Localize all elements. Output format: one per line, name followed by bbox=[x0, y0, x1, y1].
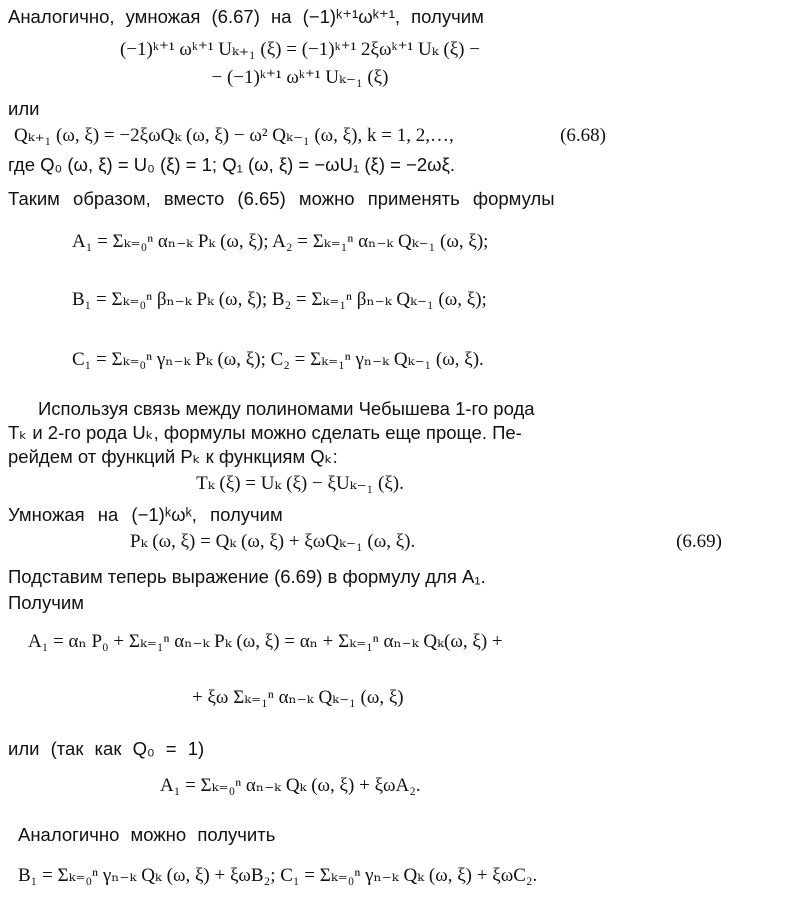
equation-line-10: C₁ = Σₖ₌₀ⁿ γₙ₋ₖ Pₖ (ω, ξ); C₂ = Σₖ₌₁ⁿ γₙ₋ₖ Qₖ₋₁ (ω, ξ). bbox=[72, 349, 484, 370]
equation-line-3: − (−1)ᵏ⁺¹ ωᵏ⁺¹ Uₖ₋₁ (ξ) bbox=[211, 67, 389, 88]
equation-line-24: B₁ = Σₖ₌₀ⁿ γₙ₋ₖ Qₖ (ω, ξ) + ξωB₂; C₁ = Σₖ₌₀ⁿ γₙ₋ₖ Qₖ (ω, ξ) + ξωC₂. bbox=[18, 865, 538, 886]
text-line-13: рейдем от функций Pₖ к функциям Qₖ: bbox=[8, 446, 338, 467]
text-line-1: Аналогично, умножая (6.67) на (−1)ᵏ⁺¹ωᵏ⁺¹, получим bbox=[8, 6, 484, 27]
equation-line-5: Qₖ₊₁ (ω, ξ) = −2ξωQₖ (ω, ξ) − ω² Qₖ₋₁ (ω, ξ), k = 1, 2,…, (6.68) bbox=[14, 125, 606, 146]
equation-line-19: A₁ = αₙ P₀ + Σₖ₌₁ⁿ αₙ₋ₖ Pₖ (ω, ξ) = αₙ + Σₖ₌₁ⁿ αₙ₋ₖ Qₖ(ω, ξ) + bbox=[28, 631, 503, 652]
text-line-6: где Q₀ (ω, ξ) = U₀ (ξ) = 1; Q₁ (ω, ξ) = −ωU₁ (ξ) = −2ωξ. bbox=[8, 154, 456, 175]
equation-number-6-69: (6.69) bbox=[676, 531, 722, 552]
equation-line-9: B₁ = Σₖ₌₀ⁿ βₙ₋ₖ Pₖ (ω, ξ); B₂ = Σₖ₌₁ⁿ βₙ₋ₖ Qₖ₋₁ (ω, ξ); bbox=[72, 289, 487, 310]
equation-line-14: Tₖ (ξ) = Uₖ (ξ) − ξUₖ₋₁ (ξ). bbox=[196, 473, 404, 494]
text-line-4: или bbox=[8, 98, 40, 119]
equation-line-8: A₁ = Σₖ₌₀ⁿ αₙ₋ₖ Pₖ (ω, ξ); A₂ = Σₖ₌₁ⁿ αₙ₋ₖ Qₖ₋₁ (ω, ξ); bbox=[72, 231, 489, 252]
text-line-12: Tₖ и 2-го рода Uₖ, формулы можно сделать еще проще. Пе- bbox=[8, 422, 522, 443]
equation-line-16: Pₖ (ω, ξ) = Qₖ (ω, ξ) + ξωQₖ₋₁ (ω, ξ). (6.69) bbox=[130, 531, 722, 552]
equation-number-6-68: (6.68) bbox=[560, 125, 606, 146]
text-line-7: Таким образом, вместо (6.65) можно применять формулы bbox=[8, 188, 555, 209]
text-line-21: или (так как Q₀ = 1) bbox=[8, 738, 205, 759]
equation-line-20: + ξω Σₖ₌₁ⁿ αₙ₋ₖ Qₖ₋₁ (ω, ξ) bbox=[192, 687, 404, 708]
text-line-17: Подставим теперь выражение (6.69) в формулу для A₁. bbox=[8, 566, 486, 587]
text-line-23: Аналогично можно получить bbox=[18, 824, 276, 845]
text-line-15: Умножая на (−1)ᵏωᵏ, получим bbox=[8, 504, 283, 525]
text-line-18: Получим bbox=[8, 592, 84, 613]
equation-line-22: A₁ = Σₖ₌₀ⁿ αₙ₋ₖ Qₖ (ω, ξ) + ξωA₂. bbox=[160, 775, 421, 796]
equation-line-2: (−1)ᵏ⁺¹ ωᵏ⁺¹ Uₖ₊₁ (ξ) = (−1)ᵏ⁺¹ 2ξωᵏ⁺¹ Uₖ (ξ) − bbox=[120, 39, 480, 60]
text-line-11: Используя связь между полиномами Чебышева 1-го рода bbox=[38, 398, 535, 419]
